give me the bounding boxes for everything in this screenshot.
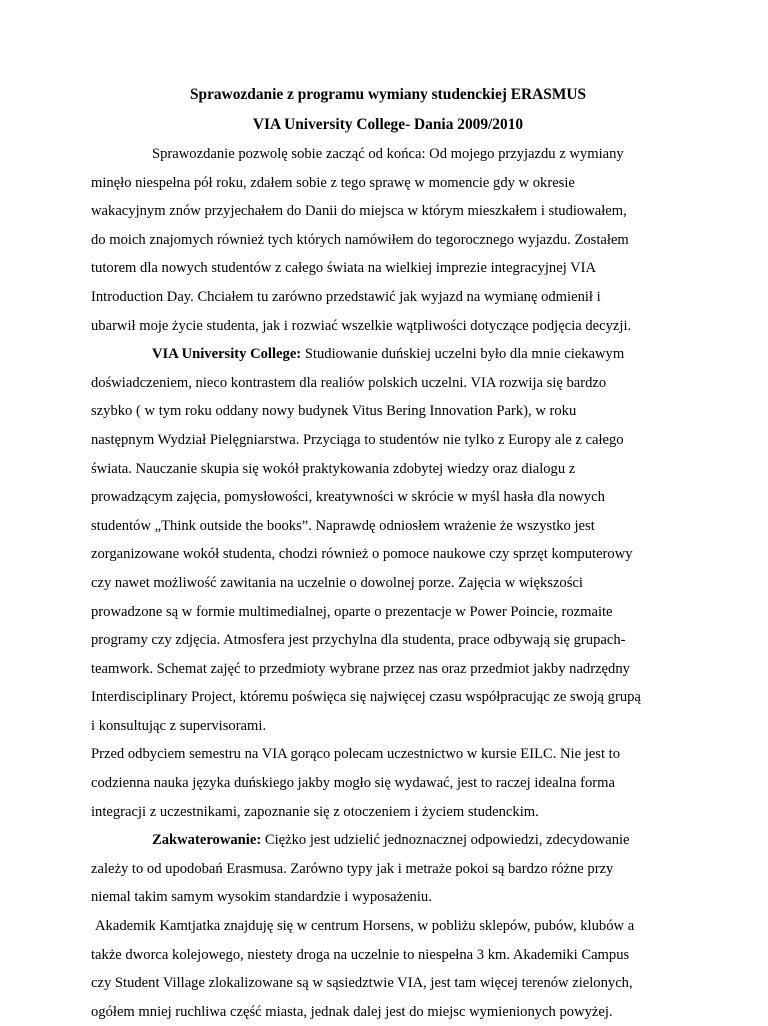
paragraph-eilc bbox=[91, 740, 685, 826]
text-line: zależy to od upodobań Erasmusa. Zarówno typy jak i metraże pokoi są bardzo różne przy bbox=[91, 860, 614, 877]
document-page bbox=[91, 80, 685, 1026]
paragraph-dormitories bbox=[91, 912, 685, 1026]
document-title-line-1: Sprawozdanie z programu wymiany studenckiej ERASMUS bbox=[189, 86, 587, 103]
text-line: i konsultując z supervisorami. bbox=[91, 717, 267, 734]
text-line bbox=[91, 340, 685, 369]
text-line: programy czy zdjęcia. Atmosfera jest przychylna dla studenta, prace odbywają się grupach- bbox=[91, 632, 626, 649]
text-line: Sprawozdanie pozwolę sobie zacząć od końca: Od mojego przyjazdu z wymiany bbox=[152, 146, 624, 162]
text-line: następnym Wydział Pielęgniarstwa. Przyciąga to studentów nie tylko z Europy ale z całego bbox=[91, 431, 624, 448]
text-line bbox=[91, 826, 685, 855]
text-line: wakacyjnym znów przyjechałem do Danii do miejsca w którym mieszkałem i studiowałem, bbox=[91, 203, 627, 220]
document-title-line-2: VIA University College- Dania 2009/2010 bbox=[252, 116, 524, 133]
text-run: Studiowanie duńskiej uczelni było dla mnie ciekawym bbox=[301, 346, 625, 363]
text-run: Ciężko jest udzielić jednoznacznej odpowiedzi, zdecydowanie bbox=[261, 832, 630, 849]
paragraph-introduction bbox=[91, 140, 685, 340]
text-line: studentów „Think outside the books”. Naprawdę odniosłem wrażenie że wszystko jest bbox=[91, 517, 595, 534]
text-line: także dworca kolejowego, niestety droga na uczelnie to niespełna 3 km. Akademiki Campus bbox=[91, 946, 630, 963]
text-line: integracji z uczestnikami, zapoznanie się z otoczeniem i życiem studenckim. bbox=[91, 803, 539, 820]
text-line: Akademik Kamtjatka znajduję się w centrum Horsens, w pobliżu sklepów, pubów, klubów a bbox=[95, 918, 635, 935]
paragraph-accommodation bbox=[91, 826, 685, 912]
text-line: minęło niespełna pół roku, zdałem sobie z tego sprawę w momencie gdy w okresie bbox=[91, 174, 575, 191]
paragraph-via-university bbox=[91, 340, 685, 740]
text-line: doświadczeniem, nieco kontrastem dla realiów polskich uczelni. VIA rozwija się bardzo bbox=[91, 374, 607, 391]
text-line: czy Student Village zlokalizowane są w sąsiedztwie VIA, jest tam więcej terenów zielonych, bbox=[91, 975, 633, 992]
text-line: teamwork. Schemat zajęć to przedmioty wybrane przez nas oraz przedmiot jakby nadrzędny bbox=[91, 660, 630, 677]
text-line: ogółem mniej ruchliwa część miasta, jednak dalej jest do miejsc wymienionych powyżej. bbox=[91, 1003, 613, 1020]
text-line: szybko ( w tym roku oddany nowy budynek Vitus Bering Innovation Park), w roku bbox=[91, 403, 577, 420]
text-line: tutorem dla nowych studentów z całego świata na wielkiej imprezie integracyjnej VIA bbox=[91, 260, 597, 277]
section-heading-via: VIA University College: bbox=[152, 346, 302, 363]
text-line: świata. Nauczanie skupia się wokół praktykowania zdobytej wiedzy oraz dialogu z bbox=[91, 460, 576, 477]
text-line: do moich znajomych również tych których namówiłem do tegorocznego wyjazdu. Zostałem bbox=[91, 231, 629, 248]
text-line: codzienna nauka języka duńskiego jakby mogło się wydawać, jest to raczej idealna forma bbox=[91, 775, 615, 792]
text-line: Interdisciplinary Project, któremu poświęca się najwięcej czasu współpracując ze swoją grupą bbox=[91, 689, 641, 706]
text-line: zorganizowane wokół studenta, chodzi również o pomoce naukowe czy sprzęt komputerowy bbox=[91, 546, 633, 563]
text-line: prowadzącym zajęcia, pomysłowości, kreatywności w skrócie w myśl hasła dla nowych bbox=[91, 489, 605, 506]
text-line: Przed odbyciem semestru na VIA gorąco polecam uczestnictwo w kursie EILC. Nie jest to bbox=[91, 746, 621, 763]
section-heading-accommodation: Zakwaterowanie: bbox=[152, 832, 262, 849]
text-line: prowadzone są w formie multimedialnej, oparte o prezentacje w Power Poincie, rozmaite bbox=[91, 603, 613, 620]
text-line: ubarwił moje życie studenta, jak i rozwiać wszelkie wątpliwości dotyczące podjęcia decyzji. bbox=[91, 317, 632, 334]
text-line: Introduction Day. Chciałem tu zarówno przedstawić jak wyjazd na wymianę odmienił i bbox=[91, 288, 601, 305]
text-line: niemal takim samym wysokim standardzie i wyposażeniu. bbox=[91, 889, 432, 906]
text-line: czy nawet możliwość zawitania na uczelnie o dowolnej porze. Zajęcia w większości bbox=[91, 574, 583, 591]
